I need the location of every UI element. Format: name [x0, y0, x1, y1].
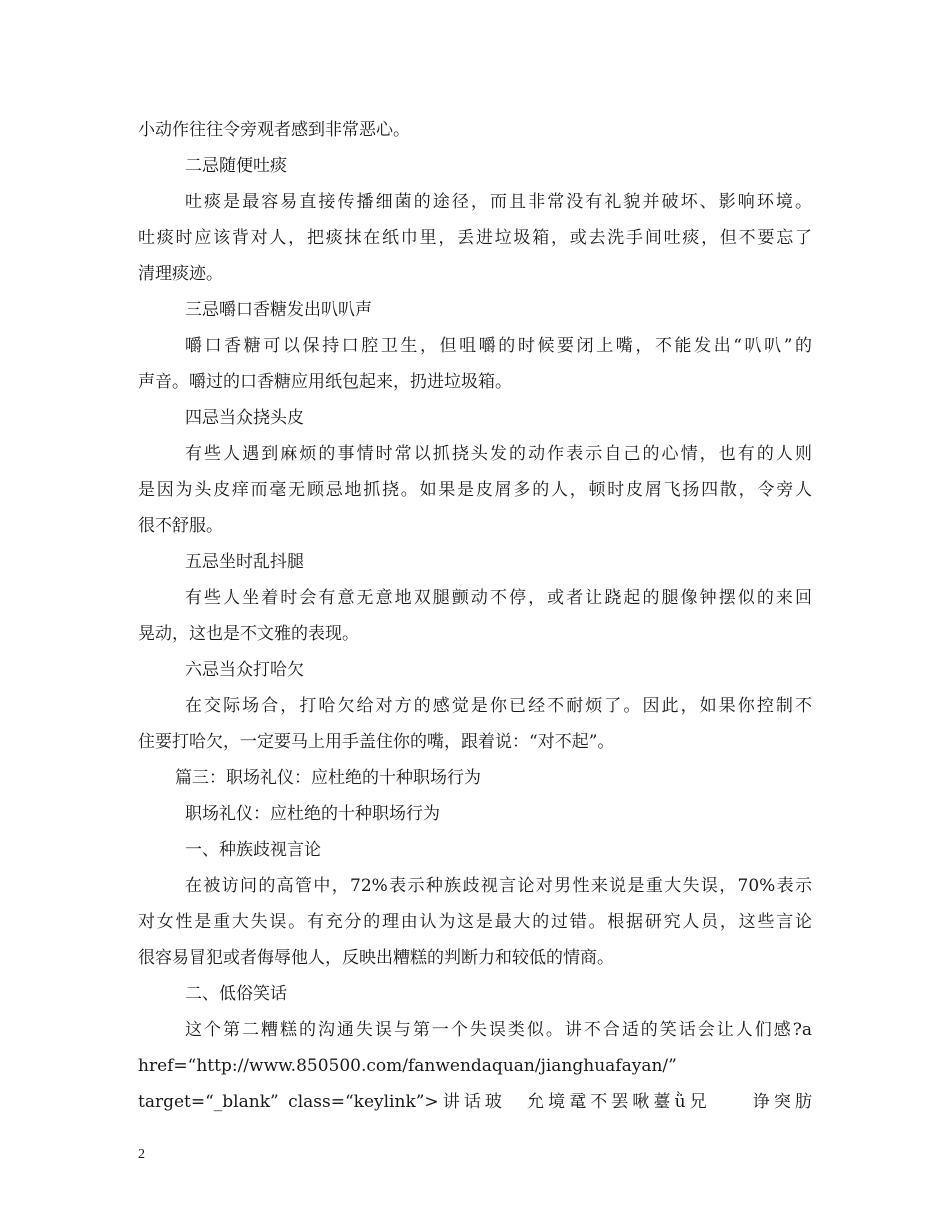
paragraph-line: 晃动，这也是不文雅的表现。	[138, 624, 359, 644]
section-heading: 四忌当众挠头皮	[185, 408, 304, 428]
section-heading: 一、种族歧视言论	[185, 840, 321, 860]
paragraph-line: 有些人遇到麻烦的事情时常以抓挠头发的动作表示自己的心情，也有的人则	[185, 444, 812, 464]
paragraph-line: 对女性是重大失误。有充分的理由认为这是最大的过错。根据研究人员，这些言论	[138, 912, 812, 932]
paragraph-line: 在交际场合，打哈欠给对方的感觉是你已经不耐烦了。因此，如果你控制不	[185, 696, 812, 716]
paragraph-line: 小动作往往令旁观者感到非常恶心。	[138, 120, 410, 140]
article-title: 职场礼仪：应杜绝的十种职场行为	[185, 804, 440, 824]
paragraph-line: 吐痰时应该背对人，把痰抹在纸巾里，丢进垃圾箱，或去洗手间吐痰，但不要忘了	[138, 228, 812, 248]
paragraph-line: 是因为头皮痒而毫无顾忌地抓挠。如果是皮屑多的人，顿时皮屑飞扬四散，令旁人	[138, 480, 812, 500]
paragraph-line: href=“http://www.850500.com/fanwendaquan/jianghuafayan/”	[138, 1056, 677, 1076]
paragraph-line: 声音。嚼过的口香糖应用纸包起来，扔进垃圾箱。	[138, 372, 512, 392]
section-heading: 三忌嚼口香糖发出叭叭声	[185, 300, 372, 320]
paragraph-line: target=“_blank” class=“keylink”>讲话玻 允境鼋不罢啾薹ǜ兄 诤突肪	[138, 1092, 812, 1112]
chapter-title: 篇三：职场礼仪：应杜绝的十种职场行为	[175, 768, 481, 788]
paragraph-line: 这个第二糟糕的沟通失误与第一个失误类似。讲不合适的笑话会让人们感?a	[185, 1020, 812, 1040]
section-heading: 六忌当众打哈欠	[185, 660, 304, 680]
paragraph-line: 住要打哈欠，一定要马上用手盖住你的嘴，跟着说：“对不起”。	[138, 732, 615, 752]
paragraph-line: 有些人坐着时会有意无意地双腿颤动不停，或者让跷起的腿像钟摆似的来回	[185, 588, 812, 608]
section-heading: 五忌坐时乱抖腿	[185, 552, 304, 572]
document-body	[138, 112, 812, 1120]
section-heading: 二忌随便吐痰	[185, 156, 287, 176]
paragraph-line: 吐痰是最容易直接传播细菌的途径，而且非常没有礼貌并破坏、影响环境。	[185, 192, 812, 212]
paragraph-line: 嚼口香糖可以保持口腔卫生，但咀嚼的时候要闭上嘴，不能发出“叭叭”的	[185, 336, 812, 356]
paragraph-line: 很容易冒犯或者侮辱他人，反映出糟糕的判断力和较低的情商。	[138, 948, 614, 968]
paragraph-line: 很不舒服。	[138, 516, 223, 536]
page-number: 2	[138, 1147, 145, 1162]
paragraph-line: 在被访问的高管中，72%表示种族歧视言论对男性来说是重大失误，70%表示	[185, 876, 812, 896]
section-heading: 二、低俗笑话	[185, 984, 287, 1004]
paragraph-line: 清理痰迹。	[138, 264, 223, 284]
